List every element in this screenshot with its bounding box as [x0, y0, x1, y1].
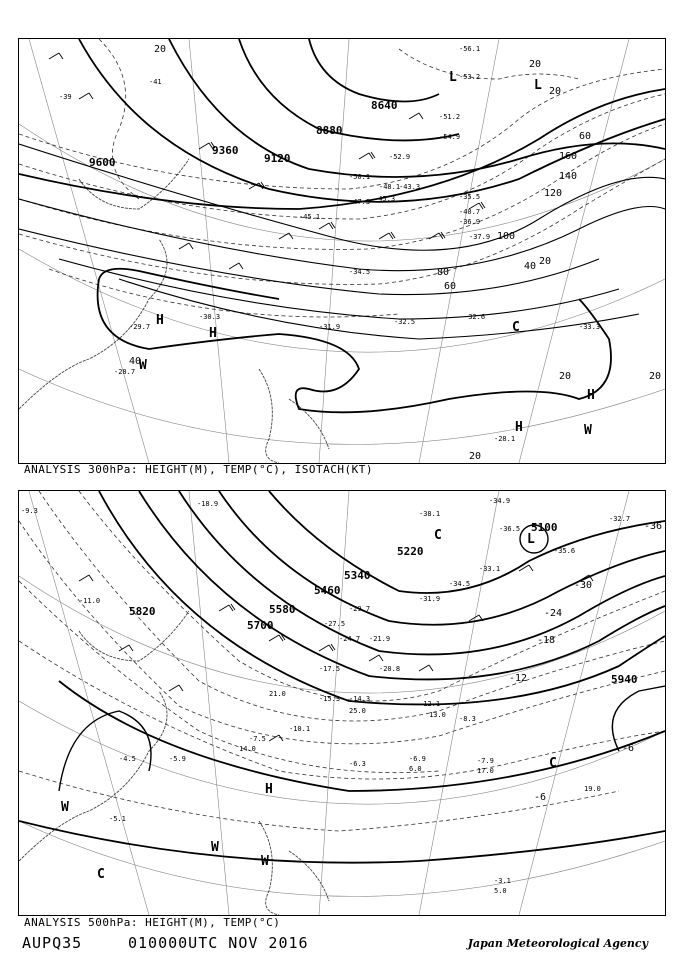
temp-label: -52.9	[389, 153, 411, 161]
isotach-label: 60	[444, 281, 457, 292]
isotach-20kt-edge	[99, 269, 279, 299]
temp-contour-label: -6	[534, 792, 547, 803]
obs-label: -6.3	[349, 760, 366, 768]
isotach-label: 40	[524, 261, 537, 272]
high-pressure-symbol: H	[156, 313, 164, 328]
obs-label: -7.5	[249, 735, 266, 743]
temp-label: -51.2	[439, 113, 461, 121]
temp-label: -43.3	[399, 183, 421, 191]
isotach-label: 20	[549, 86, 562, 97]
temp-label: -53.2	[459, 73, 481, 81]
obs-label: -3.1	[494, 877, 511, 885]
map-500hpa-svg	[19, 491, 665, 915]
height-contour-loop	[59, 711, 151, 791]
temp-label: -30.3	[199, 313, 221, 321]
isotach-label: 140	[559, 171, 578, 182]
isotach-label: 20	[559, 371, 572, 382]
height-label: 9120	[264, 152, 291, 165]
temp-label: -32.5	[394, 318, 416, 326]
obs-label: 25.0	[349, 707, 366, 715]
obs-label: -31.9	[419, 595, 441, 603]
low-pressure-symbol: L	[534, 78, 542, 93]
obs-label: -36.5	[499, 525, 521, 533]
obs-label: -4.5	[119, 755, 136, 763]
isotach-label: 40	[129, 356, 142, 367]
high-pressure-symbol: H	[265, 782, 273, 797]
obs-label: 19.0	[584, 785, 601, 793]
temp-contour-label: -6	[622, 743, 635, 754]
isotach-label: 80	[437, 267, 450, 278]
isotach-label: 20	[649, 371, 662, 382]
isotherms	[19, 491, 665, 831]
warm-symbol: W	[61, 800, 69, 815]
obs-label: -5.9	[169, 755, 186, 763]
temp-label: -32.6	[464, 313, 486, 321]
obs-label: -12.1	[419, 700, 441, 708]
obs-label: 21.0	[269, 690, 286, 698]
cold-symbol: C	[434, 528, 442, 543]
obs-label: -7.9	[477, 757, 494, 765]
isotach-label: 20	[529, 59, 542, 70]
warm-symbol: W	[211, 840, 219, 855]
warm-symbol: W	[584, 423, 592, 438]
low-pressure-symbol: L	[527, 532, 535, 547]
height-label: 9360	[212, 144, 239, 157]
warm-symbol: W	[139, 358, 147, 373]
bulletin-code: AUPQ35	[22, 934, 83, 952]
temp-label: -28.7	[114, 368, 136, 376]
obs-label: 14.0	[239, 745, 256, 753]
height-label: 5460	[314, 584, 341, 597]
obs-label: -11.0	[79, 597, 101, 605]
height-label: 5940	[611, 673, 638, 686]
obs-label: -29.7	[349, 605, 371, 613]
temp-label: -50.1	[349, 173, 371, 181]
obs-label: -20.8	[379, 665, 401, 673]
map-300hpa	[18, 38, 666, 464]
temp-contour-label: -30	[574, 580, 593, 591]
obs-label: 5.0	[494, 887, 507, 895]
obs-label: -38.1	[419, 510, 441, 518]
cold-symbol: C	[512, 320, 520, 335]
caption-500hpa: ANALYSIS 500hPa: HEIGHT(M), TEMP(°C)	[24, 916, 281, 929]
temp-label: -45.1	[299, 213, 321, 221]
graticule	[19, 39, 665, 463]
height-label: 9600	[89, 156, 116, 169]
isotach-20kt-region	[98, 279, 611, 412]
obs-label: -35.6	[554, 547, 576, 555]
temp-label: -56.1	[459, 45, 481, 53]
temp-label: -47.3	[349, 198, 371, 206]
height-label: 5340	[344, 569, 371, 582]
height-label: 8640	[371, 99, 398, 112]
isotach-label: 20	[469, 451, 482, 462]
obs-label: -27.5	[324, 620, 346, 628]
isotach-label: 20	[154, 44, 167, 55]
height-label: 5580	[269, 603, 296, 616]
warm-symbol: W	[261, 854, 269, 869]
map-500hpa	[18, 490, 666, 916]
obs-label: -14.3	[349, 695, 371, 703]
height-label: 5700	[247, 619, 274, 632]
temp-label: -36.9	[459, 218, 481, 226]
isotach-label: 60	[579, 131, 592, 142]
obs-label: -17.5	[319, 665, 341, 673]
isotach-label: 100	[497, 231, 516, 242]
isotach-label: 20	[539, 256, 552, 267]
height-label: 5220	[397, 545, 424, 558]
temp-label: -40.7	[459, 208, 481, 216]
obs-label: -8.3	[459, 715, 476, 723]
obs-label: -24.7	[339, 635, 361, 643]
cold-symbol: C	[549, 756, 557, 771]
high-pressure-symbol: H	[515, 420, 523, 435]
temp-label: -35.5	[459, 193, 481, 201]
obs-label: 17.0	[477, 767, 494, 775]
height-label: 5820	[129, 605, 156, 618]
temp-contour-label: -18	[537, 635, 556, 646]
obs-label: -18.9	[197, 500, 219, 508]
temp-label: -29.7	[129, 323, 151, 331]
low-pressure-symbol: L	[449, 70, 457, 85]
obs-label: -15.3	[319, 695, 341, 703]
high-pressure-symbol: H	[209, 326, 217, 341]
temp-contour-label: -36	[644, 521, 663, 532]
obs-label: -9.3	[21, 507, 38, 515]
height-label: 5100	[531, 521, 558, 534]
obs-label: -6.9	[409, 755, 426, 763]
temp-label: -39	[59, 93, 72, 101]
temp-label: -28.1	[494, 435, 516, 443]
analysis-time: 010000UTC NOV 2016	[128, 934, 309, 952]
temp-label: -33.3	[579, 323, 601, 331]
temp-label: -34.5	[349, 268, 371, 276]
agency-name: Japan Meteorological Agency	[467, 937, 648, 950]
temp-label: -48.1	[379, 183, 401, 191]
temp-contour-label: -24	[544, 608, 563, 619]
temp-label: -41	[149, 78, 162, 86]
cold-symbol: C	[97, 867, 105, 882]
map-300hpa-svg	[19, 39, 665, 463]
isotach-label: 160	[559, 151, 578, 162]
obs-label: -5.1	[109, 815, 126, 823]
obs-label: 6.0	[409, 765, 422, 773]
obs-label: -33.1	[479, 565, 501, 573]
temp-label: -45.3	[374, 195, 396, 203]
temp-contour-label: -12	[509, 673, 528, 684]
temp-label: -37.9	[469, 233, 491, 241]
temp-label: -54.9	[439, 133, 461, 141]
height-label: 8880	[316, 124, 343, 137]
obs-label: -10.1	[289, 725, 311, 733]
obs-label: -34.9	[489, 497, 511, 505]
high-pressure-symbol: H	[587, 388, 595, 403]
isotach-label: 120	[544, 188, 563, 199]
obs-label: -34.5	[449, 580, 471, 588]
temp-label: -31.9	[319, 323, 341, 331]
caption-300hpa: ANALYSIS 300hPa: HEIGHT(M), TEMP(°C), ISOTACH(KT)	[24, 463, 374, 476]
obs-label: -21.9	[369, 635, 391, 643]
obs-label: 13.0	[429, 711, 446, 719]
obs-label: -32.7	[609, 515, 631, 523]
